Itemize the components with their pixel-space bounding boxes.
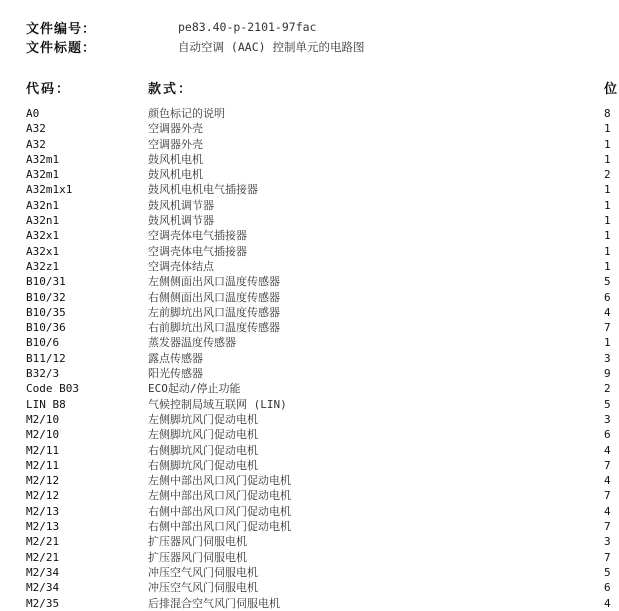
- row-code: LIN B8: [26, 397, 66, 411]
- row-page: 4: [604, 596, 611, 610]
- column-header-page: 位: [604, 82, 619, 97]
- row-description: 左侧中部出风口风门促动电机: [148, 474, 291, 488]
- table-row: [0, 106, 610, 121]
- row-description: 左侧侧面出风口温度传感器: [148, 275, 280, 289]
- row-page: 1: [604, 259, 611, 273]
- table-row: [0, 290, 610, 305]
- row-description: 气候控制局域互联网 (LIN): [148, 397, 287, 411]
- row-description: 右侧脚坑风门促动电机: [148, 458, 258, 472]
- row-description: 左侧中部出风口风门促动电机: [148, 489, 291, 503]
- column-header-code: 代码：: [26, 82, 72, 97]
- table-row: [0, 198, 610, 213]
- row-page: 5: [604, 397, 611, 411]
- row-page: 8: [604, 107, 611, 120]
- row-page: 7: [604, 321, 611, 335]
- table-row: [0, 274, 610, 289]
- row-page: 4: [604, 305, 611, 319]
- row-code: M2/13: [26, 520, 60, 534]
- row-description: 冲压空气风门伺服电机: [148, 581, 258, 595]
- row-description: 空调壳体电气插接器: [148, 229, 247, 243]
- row-page: 4: [604, 443, 611, 457]
- row-description: 空调壳体电气插接器: [148, 244, 247, 258]
- row-code: A32z1: [26, 259, 60, 273]
- row-code: M2/21: [26, 535, 60, 549]
- row-page: 1: [604, 214, 611, 228]
- table-row: [0, 305, 610, 320]
- table-row: [0, 137, 610, 152]
- row-description: 空调器外壳: [148, 122, 203, 136]
- row-code: A32x1: [26, 244, 60, 258]
- row-page: 1: [604, 336, 611, 350]
- row-description: ECO起动/停止功能: [148, 382, 241, 396]
- row-description: 右侧脚坑风门促动电机: [148, 443, 258, 457]
- table-row: [0, 580, 610, 595]
- row-code: M2/12: [26, 489, 60, 503]
- row-description: 冲压空气风门伺服电机: [148, 565, 258, 579]
- row-code: M2/10: [26, 412, 60, 426]
- table-row: [0, 381, 610, 396]
- table-row: [0, 152, 610, 167]
- row-description: 左侧脚坑风门促动电机: [148, 412, 258, 426]
- row-code: A32n1: [26, 198, 60, 212]
- row-page: 1: [604, 183, 611, 197]
- row-page: 5: [604, 275, 611, 289]
- row-code: M2/11: [26, 458, 60, 472]
- row-code: B10/32: [26, 290, 66, 304]
- row-page: 2: [604, 382, 611, 396]
- row-page: 1: [604, 152, 611, 166]
- row-description: 左前脚坑出风口温度传感器: [148, 305, 280, 319]
- row-description: 露点传感器: [148, 351, 203, 365]
- row-page: 6: [604, 428, 611, 442]
- row-page: 3: [604, 412, 611, 426]
- row-description: 阳光传感器: [148, 367, 203, 381]
- row-description: 右侧中部出风口风门促动电机: [148, 520, 291, 534]
- row-code: A32x1: [26, 229, 60, 243]
- row-page: 7: [604, 458, 611, 472]
- row-description: 右前脚坑出风口温度传感器: [148, 321, 280, 335]
- table-row: [0, 213, 610, 228]
- row-code: B10/36: [26, 321, 66, 335]
- table-row: [0, 565, 610, 580]
- row-code: M2/12: [26, 474, 60, 488]
- table-row: [0, 443, 610, 458]
- table-row: [0, 351, 610, 366]
- row-description: 鼓风机电机: [148, 168, 203, 182]
- table-row: [0, 244, 610, 259]
- row-page: 3: [604, 351, 611, 365]
- row-code: A32m1x1: [26, 183, 73, 197]
- row-code: M2/11: [26, 443, 60, 457]
- row-code: A32: [26, 137, 46, 151]
- row-code: B32/3: [26, 367, 60, 381]
- row-code: B10/31: [26, 275, 66, 289]
- table-row: [0, 519, 610, 534]
- doc-title-value: 自动空调 (AAC) 控制单元的电路图: [178, 40, 365, 54]
- row-description: 鼓风机调节器: [148, 214, 214, 228]
- table-row: [0, 596, 610, 611]
- row-code: Code B03: [26, 382, 79, 396]
- row-description: 扩压器风门伺服电机: [148, 535, 247, 549]
- row-code: B10/35: [26, 305, 66, 319]
- doc-number-label: 文件编号：: [26, 22, 97, 37]
- row-description: 鼓风机调节器: [148, 198, 214, 212]
- row-code: M2/34: [26, 565, 60, 579]
- row-page: 4: [604, 504, 611, 518]
- row-code: M2/10: [26, 428, 60, 442]
- table-row: [0, 534, 610, 549]
- table-row: [0, 427, 610, 442]
- table-row: [0, 121, 610, 136]
- table-row: [0, 182, 610, 197]
- row-page: 5: [604, 565, 611, 579]
- row-page: 3: [604, 535, 611, 549]
- row-code: M2/35: [26, 596, 60, 610]
- row-description: 右侧侧面出风口温度传感器: [148, 290, 280, 304]
- row-code: M2/13: [26, 504, 60, 518]
- table-row: [0, 167, 610, 182]
- row-code: B11/12: [26, 351, 66, 365]
- table-row: [0, 504, 610, 519]
- row-page: 6: [604, 581, 611, 595]
- row-code: A32m1: [26, 152, 60, 166]
- row-code: A32m1: [26, 168, 60, 182]
- table-row: [0, 473, 610, 488]
- table-row: [0, 458, 610, 473]
- row-page: 2: [604, 168, 611, 182]
- row-page: 7: [604, 550, 611, 564]
- table-row: [0, 259, 610, 274]
- table-row: [0, 550, 610, 565]
- row-page: 1: [604, 229, 611, 243]
- table-row: [0, 228, 610, 243]
- row-code: M2/21: [26, 550, 60, 564]
- row-description: 后排混合空气风门伺服电机: [148, 596, 280, 610]
- row-description: 颜色标记的说明: [148, 107, 225, 120]
- table-row: [0, 397, 610, 412]
- table-row: [0, 335, 610, 350]
- row-description: 空调壳体结点: [148, 259, 214, 273]
- row-code: A32n1: [26, 214, 60, 228]
- row-page: 4: [604, 474, 611, 488]
- component-table: [0, 106, 610, 611]
- row-description: 鼓风机电机: [148, 152, 203, 166]
- row-page: 7: [604, 489, 611, 503]
- row-page: 7: [604, 520, 611, 534]
- table-row: [0, 320, 610, 335]
- row-description: 鼓风机电机电气插接器: [148, 183, 258, 197]
- row-page: 6: [604, 290, 611, 304]
- table-row: [0, 412, 610, 427]
- row-description: 扩压器风门伺服电机: [148, 550, 247, 564]
- table-row: [0, 366, 610, 381]
- row-code: M2/34: [26, 581, 60, 595]
- row-description: 左侧脚坑风门促动电机: [148, 428, 258, 442]
- row-code: B10/6: [26, 336, 60, 350]
- row-description: 右侧中部出风口风门促动电机: [148, 504, 291, 518]
- row-page: 1: [604, 122, 611, 136]
- row-description: 空调器外壳: [148, 137, 203, 151]
- row-code: A0: [26, 107, 40, 120]
- doc-title-label: 文件标题：: [26, 41, 97, 56]
- table-row: [0, 488, 610, 503]
- doc-number-value: pe83.40-p-2101-97fac: [178, 20, 317, 34]
- row-page: 9: [604, 367, 611, 381]
- row-description: 蒸发器温度传感器: [148, 336, 236, 350]
- column-header-description: 款式：: [148, 82, 194, 97]
- row-code: A32: [26, 122, 46, 136]
- row-page: 1: [604, 137, 611, 151]
- row-page: 1: [604, 198, 611, 212]
- row-page: 1: [604, 244, 611, 258]
